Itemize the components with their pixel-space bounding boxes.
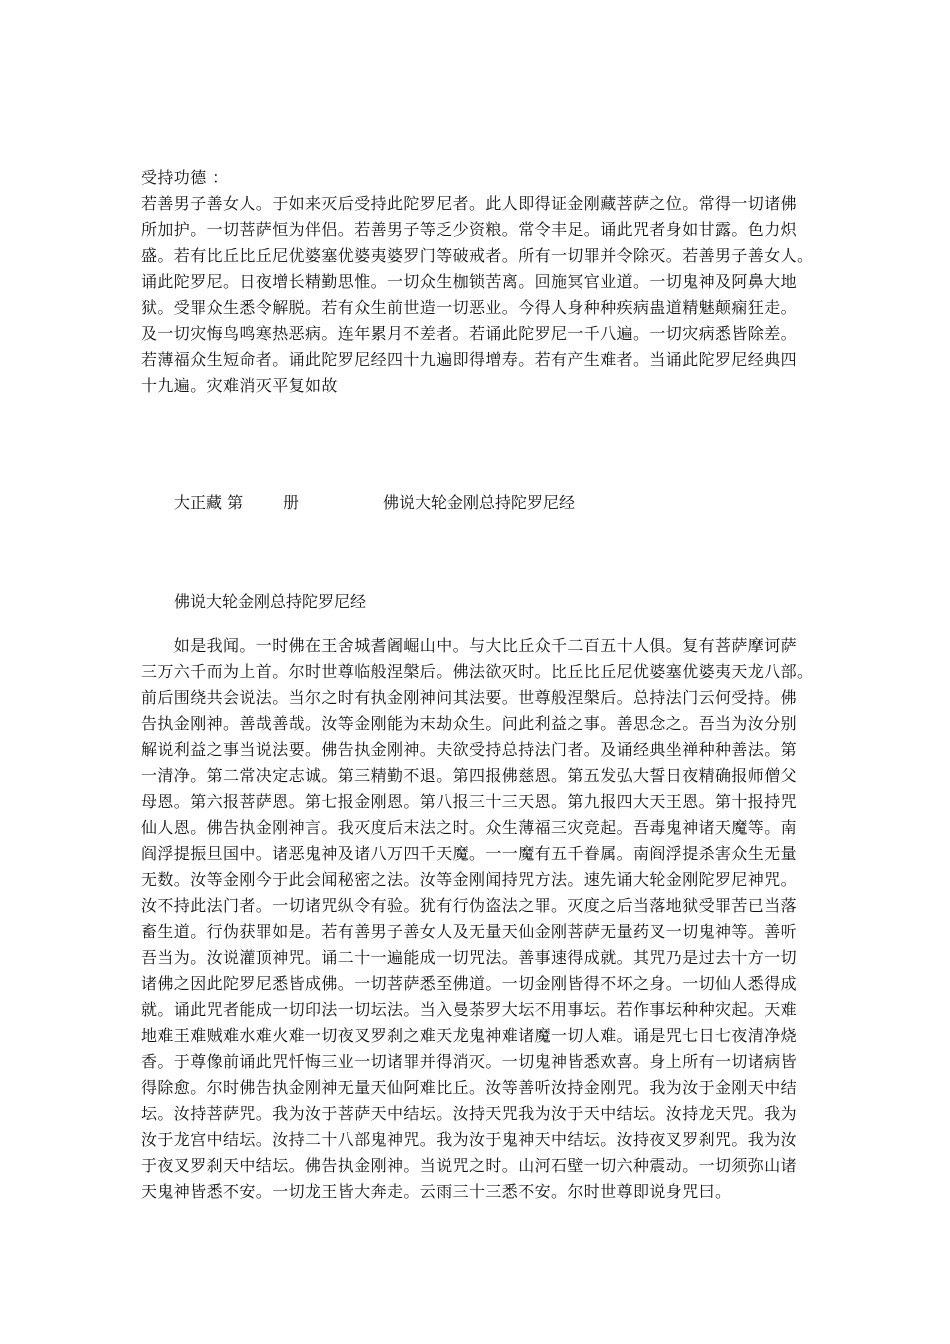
body-text-line: 坛。汝持菩萨咒。我为汝于菩萨天中结坛。汝持天咒我为汝于天中结坛。汝持龙天咒。我为 bbox=[141, 1104, 798, 1123]
body-text-line: 就。诵此咒者能成一切印法一切坛法。当入曼荼罗大坛不用事坛。若作事坛种种灾起。天难 bbox=[141, 1000, 798, 1019]
body-text-line: 汝于龙宫中结坛。汝持二十八部鬼神咒。我为汝于鬼神天中结坛。汝持夜叉罗刹咒。我为汝 bbox=[141, 1130, 798, 1149]
body-text-line: 告执金刚神。善哉善哉。汝等金刚能为末劫众生。问此利益之事。善思念之。吾当为汝分别 bbox=[141, 714, 798, 733]
volume-header bbox=[0, 490, 950, 516]
collection-name: 大正藏 第 bbox=[174, 493, 244, 512]
body-text-line: 畜生道。行伪获罪如是。若有善男子善女人及无量天仙金刚菩萨无量药叉一切鬼神等。善听 bbox=[141, 922, 798, 941]
merit-section bbox=[141, 165, 821, 399]
body-text-line: 于夜叉罗刹天中结坛。佛告执金刚神。当说咒之时。山河石壁一切六种震动。一切须弥山诸 bbox=[141, 1156, 798, 1175]
body-text-line: 母恩。第六报菩萨恩。第七报金刚恩。第八报三十三天恩。第九报四大天王恩。第十报持咒 bbox=[141, 792, 798, 811]
body-text-line: 诸佛之因此陀罗尼悉皆成佛。一切菩萨悉至佛道。一切金刚皆得不坏之身。一切仙人悉得成 bbox=[141, 974, 798, 993]
volume-unit: 册 bbox=[283, 493, 300, 512]
body-text-line: 前后围绕共会说法。当尔之时有执金刚神问其法要。世尊般涅槃后。总持法门云何受持。佛 bbox=[141, 688, 798, 707]
header-sutra-title: 佛说大轮金刚总持陀罗尼经 bbox=[383, 493, 576, 512]
merit-text-line: 若善男子善女人。于如来灭后受持此陀罗尼者。此人即得证金刚藏菩萨之位。常得一切诸佛 bbox=[141, 194, 798, 213]
body-text-line: 得除愈。尔时佛告执金刚神无量天仙阿难比丘。汝等善听汝持金刚咒。我为汝于金刚天中结 bbox=[141, 1078, 798, 1097]
merit-text-line: 狱。受罪众生悉令解脱。若有众生前世造一切恶业。今得人身种种疾病蛊道精魅颠痫狂走。 bbox=[141, 298, 798, 317]
body-text-line: 如是我闻。一时佛在王舍城耆阇崛山中。与大比丘众千二百五十人俱。复有菩萨摩诃萨 bbox=[141, 636, 798, 655]
body-text-line: 仙人恩。佛告执金刚神言。我灭度后末法之时。众生薄福三灾竞起。吾毒鬼神诸天魔等。南 bbox=[141, 818, 798, 837]
body-text-line: 无数。汝等金刚今于此会闻秘密之法。汝等金刚闻持咒方法。速先诵大轮金刚陀罗尼神咒。 bbox=[141, 870, 798, 889]
body-text-line: 香。于尊像前诵此咒忏悔三业一切诸罪并得消灭。一切鬼神皆悉欢喜。身上所有一切诸病皆 bbox=[141, 1052, 798, 1071]
body-text-line: 吾当为。汝说灌顶神咒。诵二十一遍能成一切咒法。善事速得成就。其咒乃是过去十方一切 bbox=[141, 948, 798, 967]
body-text-line: 解说利益之事当说法要。佛告执金刚神。夫欲受持总持法门者。及诵经典坐禅种种善法。第 bbox=[141, 740, 798, 759]
merit-text-line: 十九遍。灾难消灭平复如故 bbox=[141, 376, 338, 395]
body-text-line: 三万六千而为上首。尔时世尊临般涅槃后。佛法欲灭时。比丘比丘尼优婆塞优婆夷天龙八部。 bbox=[141, 662, 814, 681]
merit-text-line: 所加护。一切菩萨恒为伴侣。若善男子等乏少资粮。常令丰足。诵此咒者身如甘露。色力炽 bbox=[141, 220, 798, 239]
sutra-body bbox=[141, 633, 821, 1205]
body-text-line: 天鬼神皆悉不安。一切龙王皆大奔走。云雨三十三悉不安。尔时世尊即说身咒曰。 bbox=[141, 1182, 732, 1201]
body-text-line: 地难王难贼难水难火难一切夜叉罗刹之难天龙鬼神难诸魔一切人难。诵是咒七日七夜清净烧 bbox=[141, 1026, 798, 1045]
body-text-line: 一清净。第二常决定志诚。第三精勤不退。第四报佛慈恩。第五发弘大誓日夜精确报师僧父 bbox=[141, 766, 798, 785]
merit-text-line: 盛。若有比丘比丘尼优婆塞优婆夷婆罗门等破戒者。所有一切罪并令除灭。若善男子善女人。 bbox=[141, 246, 814, 265]
merit-heading: 受持功德 ： bbox=[141, 168, 229, 187]
body-text-line: 阎浮提振旦国中。诸恶鬼神及诸八万四千天魔。一一魔有五千眷属。南阎浮提杀害众生无量 bbox=[141, 844, 798, 863]
merit-text-line: 诵此陀罗尼。日夜增长精勤思惟。一切众生枷锁苦离。回施冥官业道。一切鬼神及阿鼻大地 bbox=[141, 272, 798, 291]
sutra-heading: 佛说大轮金刚总持陀罗尼经 bbox=[174, 592, 367, 611]
merit-text-line: 及一切灾悔鸟鸣寒热恶病。连年累月不差者。若诵此陀罗尼一千八遍。一切灾病悉皆除差。 bbox=[141, 324, 798, 343]
merit-text-line: 若薄福众生短命者。诵此陀罗尼经四十九遍即得增寿。若有产生难者。当诵此陀罗尼经典四 bbox=[141, 350, 798, 369]
body-text-line: 汝不持此法门者。一切诸咒纵令有验。犹有行伪盗法之罪。灭度之后当落地狱受罪苦已当落 bbox=[141, 896, 798, 915]
